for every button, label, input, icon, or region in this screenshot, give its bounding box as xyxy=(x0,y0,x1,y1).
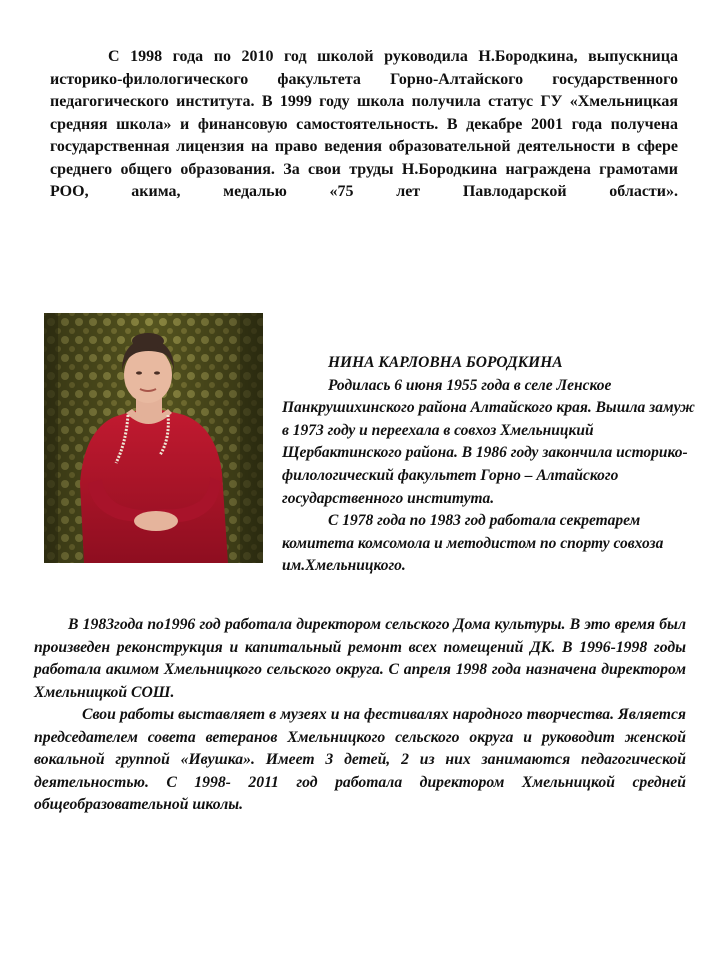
portrait-photo xyxy=(44,313,263,563)
career-text-2: Свои работы выставляет в музеях и на фестивалях народного творчества. Является председателем совета ветеранов Хмельницкого сельского округа и руководит женской вокальной группой «Ивушка». Имеет 3 детей, 2 из них занимаются педагогической деятельностью. С 1998- 2011 год работала директором Хмельницкой средней общеобразовательной школы. xyxy=(34,706,686,813)
intro-text: С 1998 года по 2010 год школой руководила Н.Бородкина, выпускница историко-филологического факультета Горно-Алтайского государственного педагогического института. В 1999 году школа получила статус ГУ «Хмельницкая средняя школа» и финансовую самостоятельность. В декабре 2001 года получена государственная лицензия на право ведения образовательной деятельности в сфере среднего общего образования. За свои труды Н.Бородкина награждена грамотами РОО, акима, медалью «75 лет Павлодарской области». xyxy=(50,48,678,200)
intro-paragraph xyxy=(50,46,678,204)
career-text-1: В 1983года по1996 год работала директором сельского Дома культуры. В это время был произведен реконструкция и капитальный ремонт всех помещений ДК. В 1996-1998 годы работала акимом Хмельницкого сельского округа. С апреля 1998 года назначена директором Хмельницкой СОШ. xyxy=(34,616,686,701)
career-paragraph-1 xyxy=(34,614,686,704)
bio-paragraph-2: С 1978 года по 1983 год работала секретарем комитета комсомола и методистом по спорту совхоза им.Хмельницкого. xyxy=(282,512,664,575)
bio-paragraph-1: Родилась 6 июня 1955 года в селе Ленское Панкрушихинского района Алтайского края. Вышла замуж в 1973 году и переехала в совхоз Хмельницкий Щербактинского района. В 1986 году закончила историко-филологический факультет Горно – Алтайского государственного института. xyxy=(282,376,695,507)
career-paragraph-2 xyxy=(34,704,686,817)
biography-block xyxy=(282,352,704,578)
person-name: НИНА КАРЛОВНА БОРОДКИНА xyxy=(328,354,563,371)
